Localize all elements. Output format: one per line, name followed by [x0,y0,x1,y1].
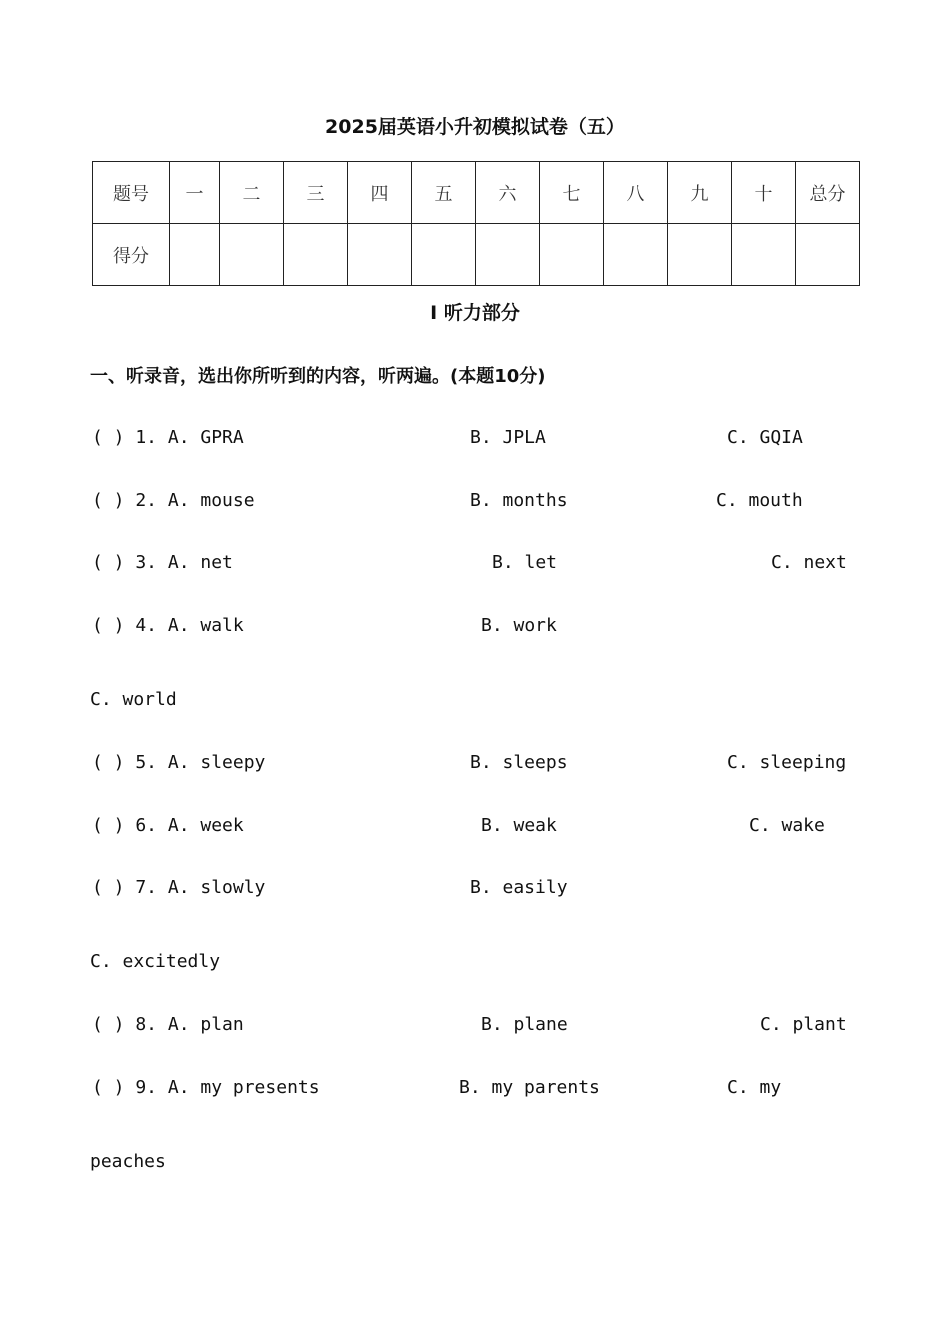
header-cell: 九 [668,162,732,224]
score-cell[interactable] [412,224,476,286]
question-3-a: ( ) 3. A. net [92,552,233,573]
header-cell: 十 [732,162,796,224]
question-3-c: C. next [771,552,847,573]
instruction: 一、听录音，选出你所听到的内容，听两遍。(本题10分) [90,366,546,387]
question-5-b: B. sleeps [470,752,568,773]
question-2-c: C. mouth [716,490,803,511]
header-cell: 七 [540,162,604,224]
header-cell: 六 [476,162,540,224]
score-cell[interactable] [668,224,732,286]
score-cell[interactable] [604,224,668,286]
score-cell[interactable] [220,224,284,286]
header-cell: 四 [348,162,412,224]
question-6-c: C. wake [749,815,825,836]
header-cell: 总分 [796,162,860,224]
question-6-b: B. weak [481,815,557,836]
question-7-b: B. easily [470,877,568,898]
question-8-c: C. plant [760,1014,847,1035]
question-8-a: ( ) 8. A. plan [92,1014,244,1035]
header-cell: 八 [604,162,668,224]
question-1-b: B. JPLA [470,427,546,448]
score-cell[interactable] [284,224,348,286]
question-9-a: ( ) 9. A. my presents [92,1077,320,1098]
score-table-score-row [93,224,860,286]
score-table [92,161,860,286]
score-cell[interactable] [732,224,796,286]
question-6-a: ( ) 6. A. week [92,815,244,836]
score-cell[interactable] [796,224,860,286]
header-cell: 题号 [93,162,170,224]
section-title: I 听力部分 [430,302,520,324]
row-label-cell: 得分 [93,224,170,286]
question-8-b: B. plane [481,1014,568,1035]
header-cell: 五 [412,162,476,224]
question-1-c: C. GQIA [727,427,803,448]
question-2-b: B. months [470,490,568,511]
question-9-c: C. my [727,1077,782,1098]
header-cell: 一 [170,162,220,224]
question-2-a: ( ) 2. A. mouse [92,490,255,511]
question-9-c-continued: peaches [90,1151,166,1172]
header-cell: 二 [220,162,284,224]
page-title: 2025届英语小升初模拟试卷（五） [325,116,625,138]
question-7-a: ( ) 7. A. slowly [92,877,266,898]
question-3-b: B. let [492,552,558,573]
question-4-a: ( ) 4. A. walk [92,615,244,636]
question-1-a: ( ) 1. A. GPRA [92,427,244,448]
header-cell: 三 [284,162,348,224]
score-cell[interactable] [476,224,540,286]
question-4-c: C. world [90,689,177,710]
score-table-header-row [93,162,860,224]
question-5-c: C. sleeping [727,752,847,773]
question-5-a: ( ) 5. A. sleepy [92,752,266,773]
score-cell[interactable] [348,224,412,286]
score-cell[interactable] [170,224,220,286]
question-4-b: B. work [481,615,557,636]
question-7-c: C. excitedly [90,951,221,972]
question-9-b: B. my parents [459,1077,600,1098]
score-cell[interactable] [540,224,604,286]
